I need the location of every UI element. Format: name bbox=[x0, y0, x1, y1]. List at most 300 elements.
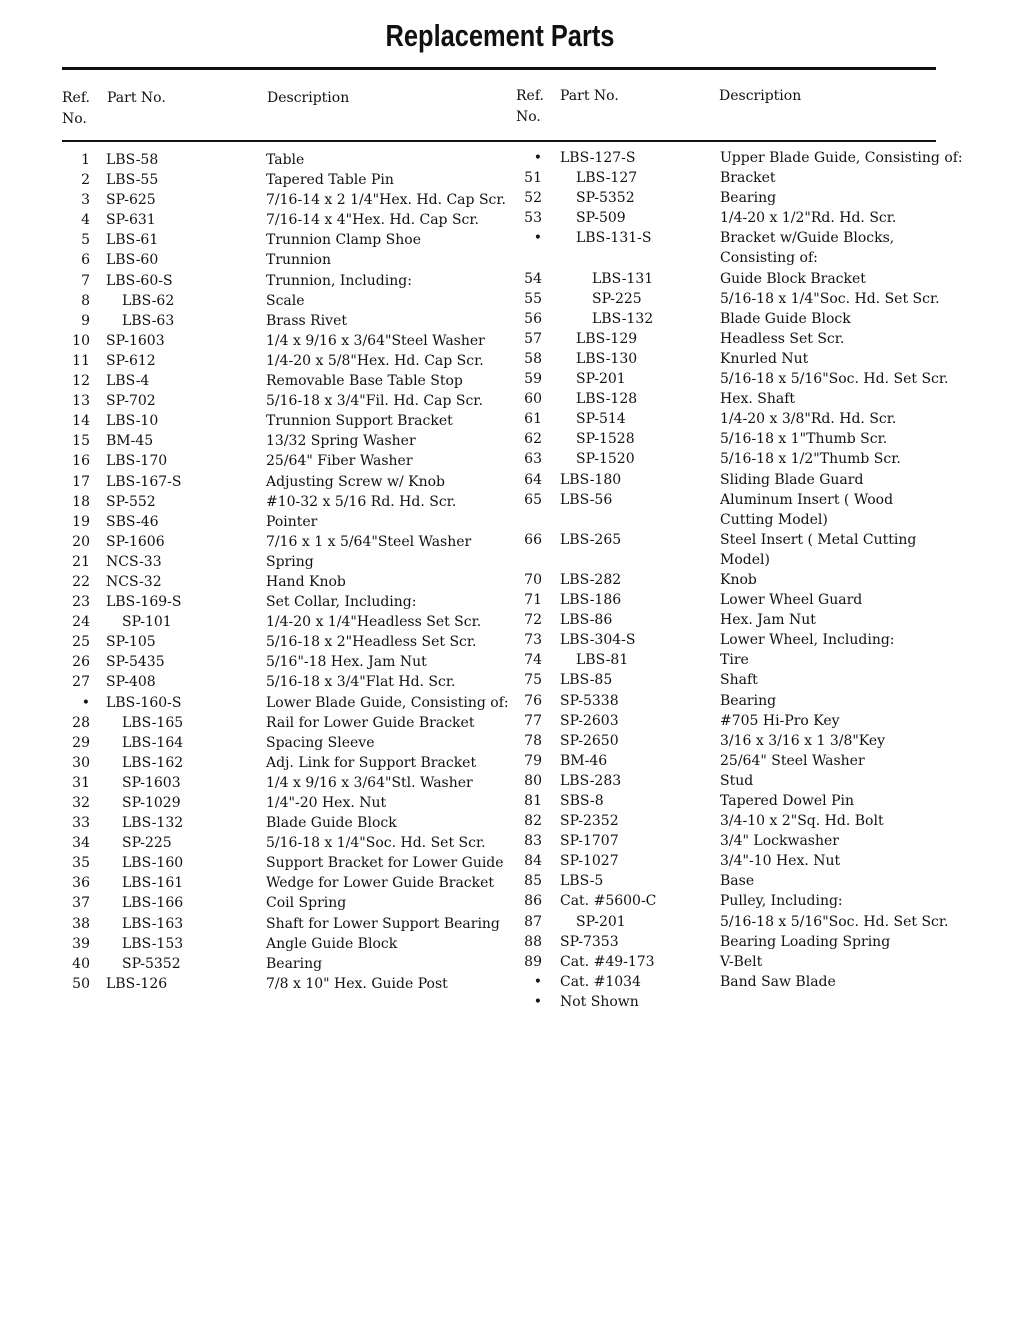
parts-row bbox=[514, 530, 954, 550]
parts-row bbox=[514, 429, 954, 449]
part-description: Band Saw Blade bbox=[720, 973, 836, 990]
part-number: LBS-4 bbox=[106, 373, 150, 390]
part-number: SP-1603 bbox=[122, 774, 181, 791]
part-description: Lower Wheel, Including: bbox=[720, 632, 895, 649]
parts-row bbox=[514, 751, 954, 771]
part-description: 1/4-20 x 1/2"Rd. Hd. Scr. bbox=[720, 210, 897, 227]
parts-row bbox=[514, 831, 954, 851]
part-number: SP-514 bbox=[576, 411, 626, 428]
parts-row bbox=[62, 451, 512, 471]
parts-row bbox=[514, 550, 954, 570]
part-description: 5/16"-18 Hex. Jam Nut bbox=[266, 654, 427, 671]
ref-number: 16 bbox=[72, 453, 90, 470]
ref-number: 6 bbox=[81, 252, 90, 269]
part-number: SP-1606 bbox=[106, 533, 165, 550]
part-number: LBS-163 bbox=[122, 915, 184, 932]
parts-row bbox=[62, 652, 512, 672]
ref-number: 71 bbox=[524, 592, 542, 609]
part-description: Scale bbox=[266, 292, 305, 309]
part-description: Guide Block Bracket bbox=[720, 270, 866, 287]
part-description: Rail for Lower Guide Bracket bbox=[266, 714, 475, 731]
part-description: 5/16-18 x 1"Thumb Scr. bbox=[720, 431, 888, 448]
part-number: LBS-265 bbox=[560, 531, 622, 548]
part-description: Table bbox=[266, 152, 305, 168]
part-number: LBS-165 bbox=[122, 714, 184, 731]
ref-number: 53 bbox=[524, 210, 542, 227]
part-description: Hand Knob bbox=[266, 573, 346, 590]
parts-row bbox=[514, 490, 954, 510]
part-number: SBS-46 bbox=[106, 513, 159, 530]
part-number: LBS-85 bbox=[560, 672, 613, 689]
ref-number: 26 bbox=[72, 654, 90, 671]
part-number: LBS-127 bbox=[576, 170, 638, 187]
part-number: Cat. #49-173 bbox=[560, 953, 655, 970]
ref-number: 27 bbox=[72, 674, 90, 691]
ref-number: 28 bbox=[72, 714, 90, 731]
part-number: LBS-304-S bbox=[560, 632, 636, 649]
part-description: Stud bbox=[720, 772, 754, 789]
part-description: 5/16-18 x 3/4"Flat Hd. Scr. bbox=[266, 674, 456, 691]
part-number: SP-408 bbox=[106, 674, 156, 691]
header-description-right: Description bbox=[719, 88, 802, 104]
parts-row bbox=[514, 610, 954, 630]
parts-row bbox=[62, 833, 512, 853]
part-description: Blade Guide Block bbox=[266, 815, 397, 832]
parts-row bbox=[62, 753, 512, 773]
ref-number: 12 bbox=[72, 373, 90, 390]
part-number: LBS-55 bbox=[106, 172, 159, 189]
parts-row bbox=[62, 411, 512, 431]
parts-row bbox=[62, 291, 512, 311]
parts-row bbox=[62, 512, 512, 532]
part-description: 25/64" Steel Washer bbox=[720, 752, 865, 769]
part-description: Support Bracket for Lower Guide bbox=[266, 855, 504, 872]
ref-number: 35 bbox=[72, 855, 90, 872]
part-description: 5/16-18 x 3/4"Fil. Hd. Cap Scr. bbox=[266, 393, 483, 410]
parts-row bbox=[62, 230, 512, 250]
parts-row bbox=[62, 552, 512, 572]
ref-number: 29 bbox=[72, 734, 90, 751]
part-description: Adj. Link for Support Bracket bbox=[266, 754, 477, 771]
part-description: Brass Rivet bbox=[266, 312, 347, 329]
part-number: LBS-282 bbox=[560, 571, 622, 588]
part-description: 7/16-14 x 4"Hex. Hd. Cap Scr. bbox=[266, 212, 479, 229]
part-description: 1/4 x 9/16 x 3/64"Stl. Washer bbox=[266, 774, 473, 791]
part-description: Lower Blade Guide, Consisting of: bbox=[266, 694, 509, 711]
ref-number: 21 bbox=[72, 553, 90, 570]
part-number: SP-225 bbox=[122, 835, 172, 852]
parts-row bbox=[62, 853, 512, 873]
ref-number: 13 bbox=[72, 393, 90, 410]
parts-row bbox=[514, 871, 954, 891]
parts-row bbox=[514, 369, 954, 389]
parts-row bbox=[514, 349, 954, 369]
parts-row bbox=[514, 912, 954, 932]
part-number: LBS-5 bbox=[560, 873, 604, 890]
part-description: Removable Base Table Stop bbox=[266, 373, 463, 390]
parts-row bbox=[514, 168, 954, 188]
part-number: LBS-132 bbox=[592, 310, 654, 327]
ref-number: 54 bbox=[524, 270, 542, 287]
ref-number: 20 bbox=[72, 533, 90, 550]
header-ref-left bbox=[62, 88, 90, 130]
part-description: 3/4"-10 Hex. Nut bbox=[720, 853, 841, 870]
part-description: 25/64" Fiber Washer bbox=[266, 453, 413, 470]
ref-number: 79 bbox=[524, 752, 542, 769]
part-number: LBS-153 bbox=[122, 935, 184, 952]
part-number: LBS-130 bbox=[576, 350, 638, 367]
ref-number: 66 bbox=[524, 531, 542, 548]
parts-row bbox=[514, 289, 954, 309]
ref-number: 17 bbox=[72, 473, 90, 490]
part-number: LBS-58 bbox=[106, 152, 159, 168]
part-number: LBS-86 bbox=[560, 612, 613, 629]
part-description: 5/16-18 x 5/16"Soc. Hd. Set Scr. bbox=[720, 913, 949, 930]
part-number: SP-1528 bbox=[576, 431, 635, 448]
part-number: BM-46 bbox=[560, 752, 608, 769]
part-number: LBS-170 bbox=[106, 453, 168, 470]
ref-number: • bbox=[533, 993, 542, 1010]
part-description: Pulley, Including: bbox=[720, 893, 843, 910]
part-number: SP-201 bbox=[576, 913, 626, 930]
part-number: SP-1707 bbox=[560, 833, 619, 850]
part-number: LBS-127-S bbox=[560, 150, 636, 166]
ref-number: 34 bbox=[72, 835, 90, 852]
ref-number: 78 bbox=[524, 732, 542, 749]
part-number: SP-631 bbox=[106, 212, 156, 229]
parts-row bbox=[62, 472, 512, 492]
part-description: V-Belt bbox=[720, 953, 763, 970]
part-number: SP-612 bbox=[106, 352, 156, 369]
ref-number: 64 bbox=[524, 471, 542, 488]
parts-row bbox=[62, 150, 512, 170]
part-number: SP-105 bbox=[106, 634, 156, 651]
part-number: LBS-160-S bbox=[106, 694, 182, 711]
parts-list-left bbox=[62, 150, 512, 994]
part-description: Set Collar, Including: bbox=[266, 594, 417, 611]
part-number: SBS-8 bbox=[560, 793, 604, 809]
ref-number: 4 bbox=[81, 212, 90, 229]
ref-number: 88 bbox=[524, 933, 542, 950]
parts-list-right bbox=[514, 148, 963, 1012]
ref-number: 2 bbox=[81, 172, 90, 189]
part-description: Spring bbox=[266, 553, 314, 570]
parts-row bbox=[62, 210, 512, 230]
part-description: 3/16 x 3/16 x 1 3/8"Key bbox=[720, 732, 886, 749]
part-number: LBS-160 bbox=[122, 855, 184, 872]
parts-row bbox=[514, 449, 954, 469]
ref-number: 38 bbox=[72, 915, 90, 932]
ref-number: 75 bbox=[524, 672, 542, 689]
parts-row bbox=[62, 170, 512, 190]
part-number: BM-45 bbox=[106, 433, 154, 450]
part-description: Coil Spring bbox=[266, 895, 347, 912]
part-description: Shaft bbox=[720, 672, 758, 689]
ref-number: 7 bbox=[81, 272, 90, 289]
part-description: 7/8 x 10" Hex. Guide Post bbox=[266, 975, 448, 992]
part-description: Bearing Loading Spring bbox=[720, 933, 891, 950]
ref-number: 18 bbox=[72, 493, 90, 510]
part-description: 3/4-10 x 2"Sq. Hd. Bolt bbox=[720, 813, 884, 830]
parts-row bbox=[514, 851, 954, 871]
part-description: Cutting Model) bbox=[720, 511, 828, 528]
ref-number: 84 bbox=[524, 853, 542, 870]
parts-row bbox=[514, 992, 954, 1012]
part-description: Tire bbox=[720, 652, 749, 669]
header-no-label: No. bbox=[516, 109, 541, 125]
part-description: Bearing bbox=[720, 190, 777, 207]
part-number: NCS-32 bbox=[106, 573, 162, 590]
part-number: LBS-61 bbox=[106, 232, 159, 249]
parts-row bbox=[62, 271, 512, 291]
part-number: LBS-132 bbox=[122, 815, 184, 832]
part-description: 5/16-18 x 1/4"Soc. Hd. Set Scr. bbox=[720, 290, 940, 307]
parts-row bbox=[62, 371, 512, 391]
header-description-left: Description bbox=[267, 90, 350, 106]
parts-row bbox=[62, 733, 512, 753]
part-number: Cat. #5600-C bbox=[560, 893, 657, 910]
ref-number: 74 bbox=[524, 652, 542, 669]
parts-row bbox=[514, 570, 954, 590]
part-description: Bracket w/Guide Blocks, bbox=[720, 230, 895, 247]
ref-number: 25 bbox=[72, 634, 90, 651]
ref-number: 57 bbox=[524, 330, 542, 347]
header-ref-label: Ref. bbox=[62, 90, 90, 106]
part-description: #705 Hi-Pro Key bbox=[720, 712, 840, 729]
part-number: SP-702 bbox=[106, 393, 156, 410]
part-number: Cat. #1034 bbox=[560, 973, 641, 990]
parts-row bbox=[62, 612, 512, 632]
part-description: Knob bbox=[720, 571, 757, 588]
part-number: SP-1603 bbox=[106, 332, 165, 349]
part-number: LBS-167-S bbox=[106, 473, 182, 490]
part-description: 7/16-14 x 2 1/4"Hex. Hd. Cap Scr. bbox=[266, 192, 506, 209]
ref-number: 3 bbox=[81, 192, 90, 209]
ref-number: 11 bbox=[72, 352, 90, 369]
ref-number: 19 bbox=[72, 513, 90, 530]
part-description: Knurled Nut bbox=[720, 350, 809, 367]
part-number: LBS-60-S bbox=[106, 272, 173, 289]
parts-row bbox=[62, 190, 512, 210]
part-description: 5/16-18 x 2"Headless Set Scr. bbox=[266, 634, 477, 651]
header-ref-label: Ref. bbox=[516, 88, 544, 104]
part-number: LBS-131 bbox=[592, 270, 654, 287]
parts-row bbox=[62, 572, 512, 592]
parts-row bbox=[62, 873, 512, 893]
parts-row bbox=[514, 510, 954, 530]
ref-number: 81 bbox=[524, 793, 542, 809]
part-description: Spacing Sleeve bbox=[266, 734, 375, 751]
ref-number: 23 bbox=[72, 594, 90, 611]
parts-row bbox=[62, 954, 512, 974]
part-number: LBS-283 bbox=[560, 772, 622, 789]
parts-row bbox=[62, 934, 512, 954]
ref-number: 77 bbox=[524, 712, 542, 729]
ref-number: 85 bbox=[524, 873, 542, 890]
ref-number: 1 bbox=[81, 152, 90, 168]
parts-row bbox=[514, 409, 954, 429]
part-description: Trunnion Support Bracket bbox=[266, 413, 453, 430]
ref-number: 60 bbox=[524, 391, 542, 408]
ref-number: 62 bbox=[524, 431, 542, 448]
parts-row bbox=[514, 248, 954, 268]
ref-number: 22 bbox=[72, 573, 90, 590]
part-description: Hex. Jam Nut bbox=[720, 612, 816, 629]
part-number: LBS-126 bbox=[106, 975, 168, 992]
parts-row bbox=[514, 188, 954, 208]
part-number: LBS-180 bbox=[560, 471, 622, 488]
part-number: SP-1029 bbox=[122, 795, 181, 811]
ref-number: 86 bbox=[524, 893, 542, 910]
parts-row bbox=[514, 470, 954, 490]
ref-number: 15 bbox=[72, 433, 90, 450]
parts-row bbox=[514, 952, 954, 972]
part-description: Tapered Table Pin bbox=[266, 172, 394, 189]
parts-row bbox=[514, 791, 954, 811]
part-number: LBS-162 bbox=[122, 754, 184, 771]
ref-number: 39 bbox=[72, 935, 90, 952]
ref-number: 82 bbox=[524, 813, 542, 830]
parts-row bbox=[62, 311, 512, 331]
part-number: LBS-186 bbox=[560, 592, 622, 609]
part-number: SP-2650 bbox=[560, 732, 619, 749]
parts-row bbox=[514, 711, 954, 731]
part-number: SP-5338 bbox=[560, 692, 619, 709]
part-description: 5/16-18 x 5/16"Soc. Hd. Set Scr. bbox=[720, 371, 949, 388]
parts-row bbox=[62, 431, 512, 451]
parts-row bbox=[62, 351, 512, 371]
ref-number: 30 bbox=[72, 754, 90, 771]
ref-number: 76 bbox=[524, 692, 542, 709]
part-description: Pointer bbox=[266, 513, 318, 530]
ref-number: 80 bbox=[524, 772, 542, 789]
part-description: 5/16-18 x 1/4"Soc. Hd. Set Scr. bbox=[266, 835, 486, 852]
ref-number: 50 bbox=[72, 975, 90, 992]
header-rule bbox=[62, 140, 936, 142]
ref-number: 10 bbox=[72, 332, 90, 349]
ref-number: 24 bbox=[72, 614, 90, 631]
part-description: Wedge for Lower Guide Bracket bbox=[266, 875, 495, 892]
header-ref-right bbox=[516, 86, 544, 128]
part-number: LBS-131-S bbox=[576, 230, 652, 247]
part-description: Model) bbox=[720, 551, 770, 568]
page-title: Replacement Parts bbox=[385, 18, 615, 53]
part-description: Steel Insert ( Metal Cutting bbox=[720, 531, 917, 548]
part-number: LBS-161 bbox=[122, 875, 184, 892]
part-number: Not Shown bbox=[560, 993, 639, 1010]
parts-row bbox=[514, 932, 954, 952]
part-number: SP-1027 bbox=[560, 853, 619, 870]
part-description: Consisting of: bbox=[720, 250, 818, 267]
parts-row bbox=[514, 771, 954, 791]
header-partno-right: Part No. bbox=[560, 88, 619, 104]
parts-row bbox=[514, 630, 954, 650]
parts-row bbox=[514, 891, 954, 911]
part-number: SP-625 bbox=[106, 192, 156, 209]
part-description: Aluminum Insert ( Wood bbox=[720, 491, 894, 508]
part-number: SP-2603 bbox=[560, 712, 619, 729]
ref-number: 37 bbox=[72, 895, 90, 912]
header-partno-left: Part No. bbox=[107, 90, 166, 106]
ref-number: 65 bbox=[524, 491, 542, 508]
part-number: SP-5352 bbox=[576, 190, 635, 207]
part-number: LBS-169-S bbox=[106, 594, 182, 611]
ref-number: 87 bbox=[524, 913, 542, 930]
parts-row bbox=[62, 713, 512, 733]
parts-row bbox=[514, 208, 954, 228]
part-description: 1/4-20 x 1/4"Headless Set Scr. bbox=[266, 614, 482, 631]
part-description: Angle Guide Block bbox=[266, 935, 398, 952]
part-number: LBS-60 bbox=[106, 252, 159, 269]
part-description: Trunnion Clamp Shoe bbox=[266, 232, 421, 249]
part-description: 3/4" Lockwasher bbox=[720, 833, 839, 850]
parts-row bbox=[62, 492, 512, 512]
ref-number: 36 bbox=[72, 875, 90, 892]
parts-row bbox=[62, 693, 512, 713]
ref-number: 52 bbox=[524, 190, 542, 207]
part-description: Headless Set Scr. bbox=[720, 330, 845, 347]
part-description: Shaft for Lower Support Bearing bbox=[266, 915, 500, 932]
ref-number: 8 bbox=[81, 292, 90, 309]
part-description: Trunnion, Including: bbox=[266, 272, 412, 289]
part-description: Adjusting Screw w/ Knob bbox=[266, 473, 446, 490]
ref-number: 5 bbox=[81, 232, 90, 249]
ref-number: 89 bbox=[524, 953, 542, 970]
ref-number: 63 bbox=[524, 451, 542, 468]
part-number: SP-7353 bbox=[560, 933, 619, 950]
ref-number: 9 bbox=[81, 312, 90, 329]
ref-number: • bbox=[81, 694, 90, 711]
part-number: SP-5352 bbox=[122, 955, 181, 972]
part-description: Bearing bbox=[266, 955, 323, 972]
ref-number: 31 bbox=[72, 774, 90, 791]
parts-row bbox=[62, 914, 512, 934]
ref-number: 14 bbox=[72, 413, 90, 430]
part-description: Base bbox=[720, 873, 755, 890]
parts-row bbox=[514, 389, 954, 409]
part-number: LBS-56 bbox=[560, 491, 613, 508]
ref-number: 83 bbox=[524, 833, 542, 850]
part-description: 1/4-20 x 5/8"Hex. Hd. Cap Scr. bbox=[266, 352, 484, 369]
part-number: LBS-128 bbox=[576, 391, 638, 408]
parts-row bbox=[62, 793, 512, 813]
parts-row bbox=[62, 250, 512, 270]
part-description: 1/4-20 x 3/8"Rd. Hd. Scr. bbox=[720, 411, 897, 428]
parts-row bbox=[514, 650, 954, 670]
parts-row bbox=[514, 228, 954, 248]
ref-number: 40 bbox=[72, 955, 90, 972]
part-description: Blade Guide Block bbox=[720, 310, 851, 327]
part-number: LBS-62 bbox=[122, 292, 175, 309]
parts-row bbox=[62, 391, 512, 411]
ref-number: 70 bbox=[524, 571, 542, 588]
parts-row bbox=[514, 972, 954, 992]
parts-row bbox=[62, 532, 512, 552]
ref-number: 32 bbox=[72, 795, 90, 811]
parts-row bbox=[514, 148, 963, 168]
part-description: Lower Wheel Guard bbox=[720, 592, 863, 609]
part-number: SP-1520 bbox=[576, 451, 635, 468]
top-rule bbox=[62, 67, 936, 70]
part-description: Sliding Blade Guard bbox=[720, 471, 864, 488]
parts-row bbox=[514, 269, 954, 289]
part-number: SP-101 bbox=[122, 614, 172, 631]
part-number: LBS-10 bbox=[106, 413, 159, 430]
parts-row bbox=[62, 592, 512, 612]
part-number: LBS-81 bbox=[576, 652, 629, 669]
part-description: Hex. Shaft bbox=[720, 391, 796, 408]
ref-number: 61 bbox=[524, 411, 542, 428]
